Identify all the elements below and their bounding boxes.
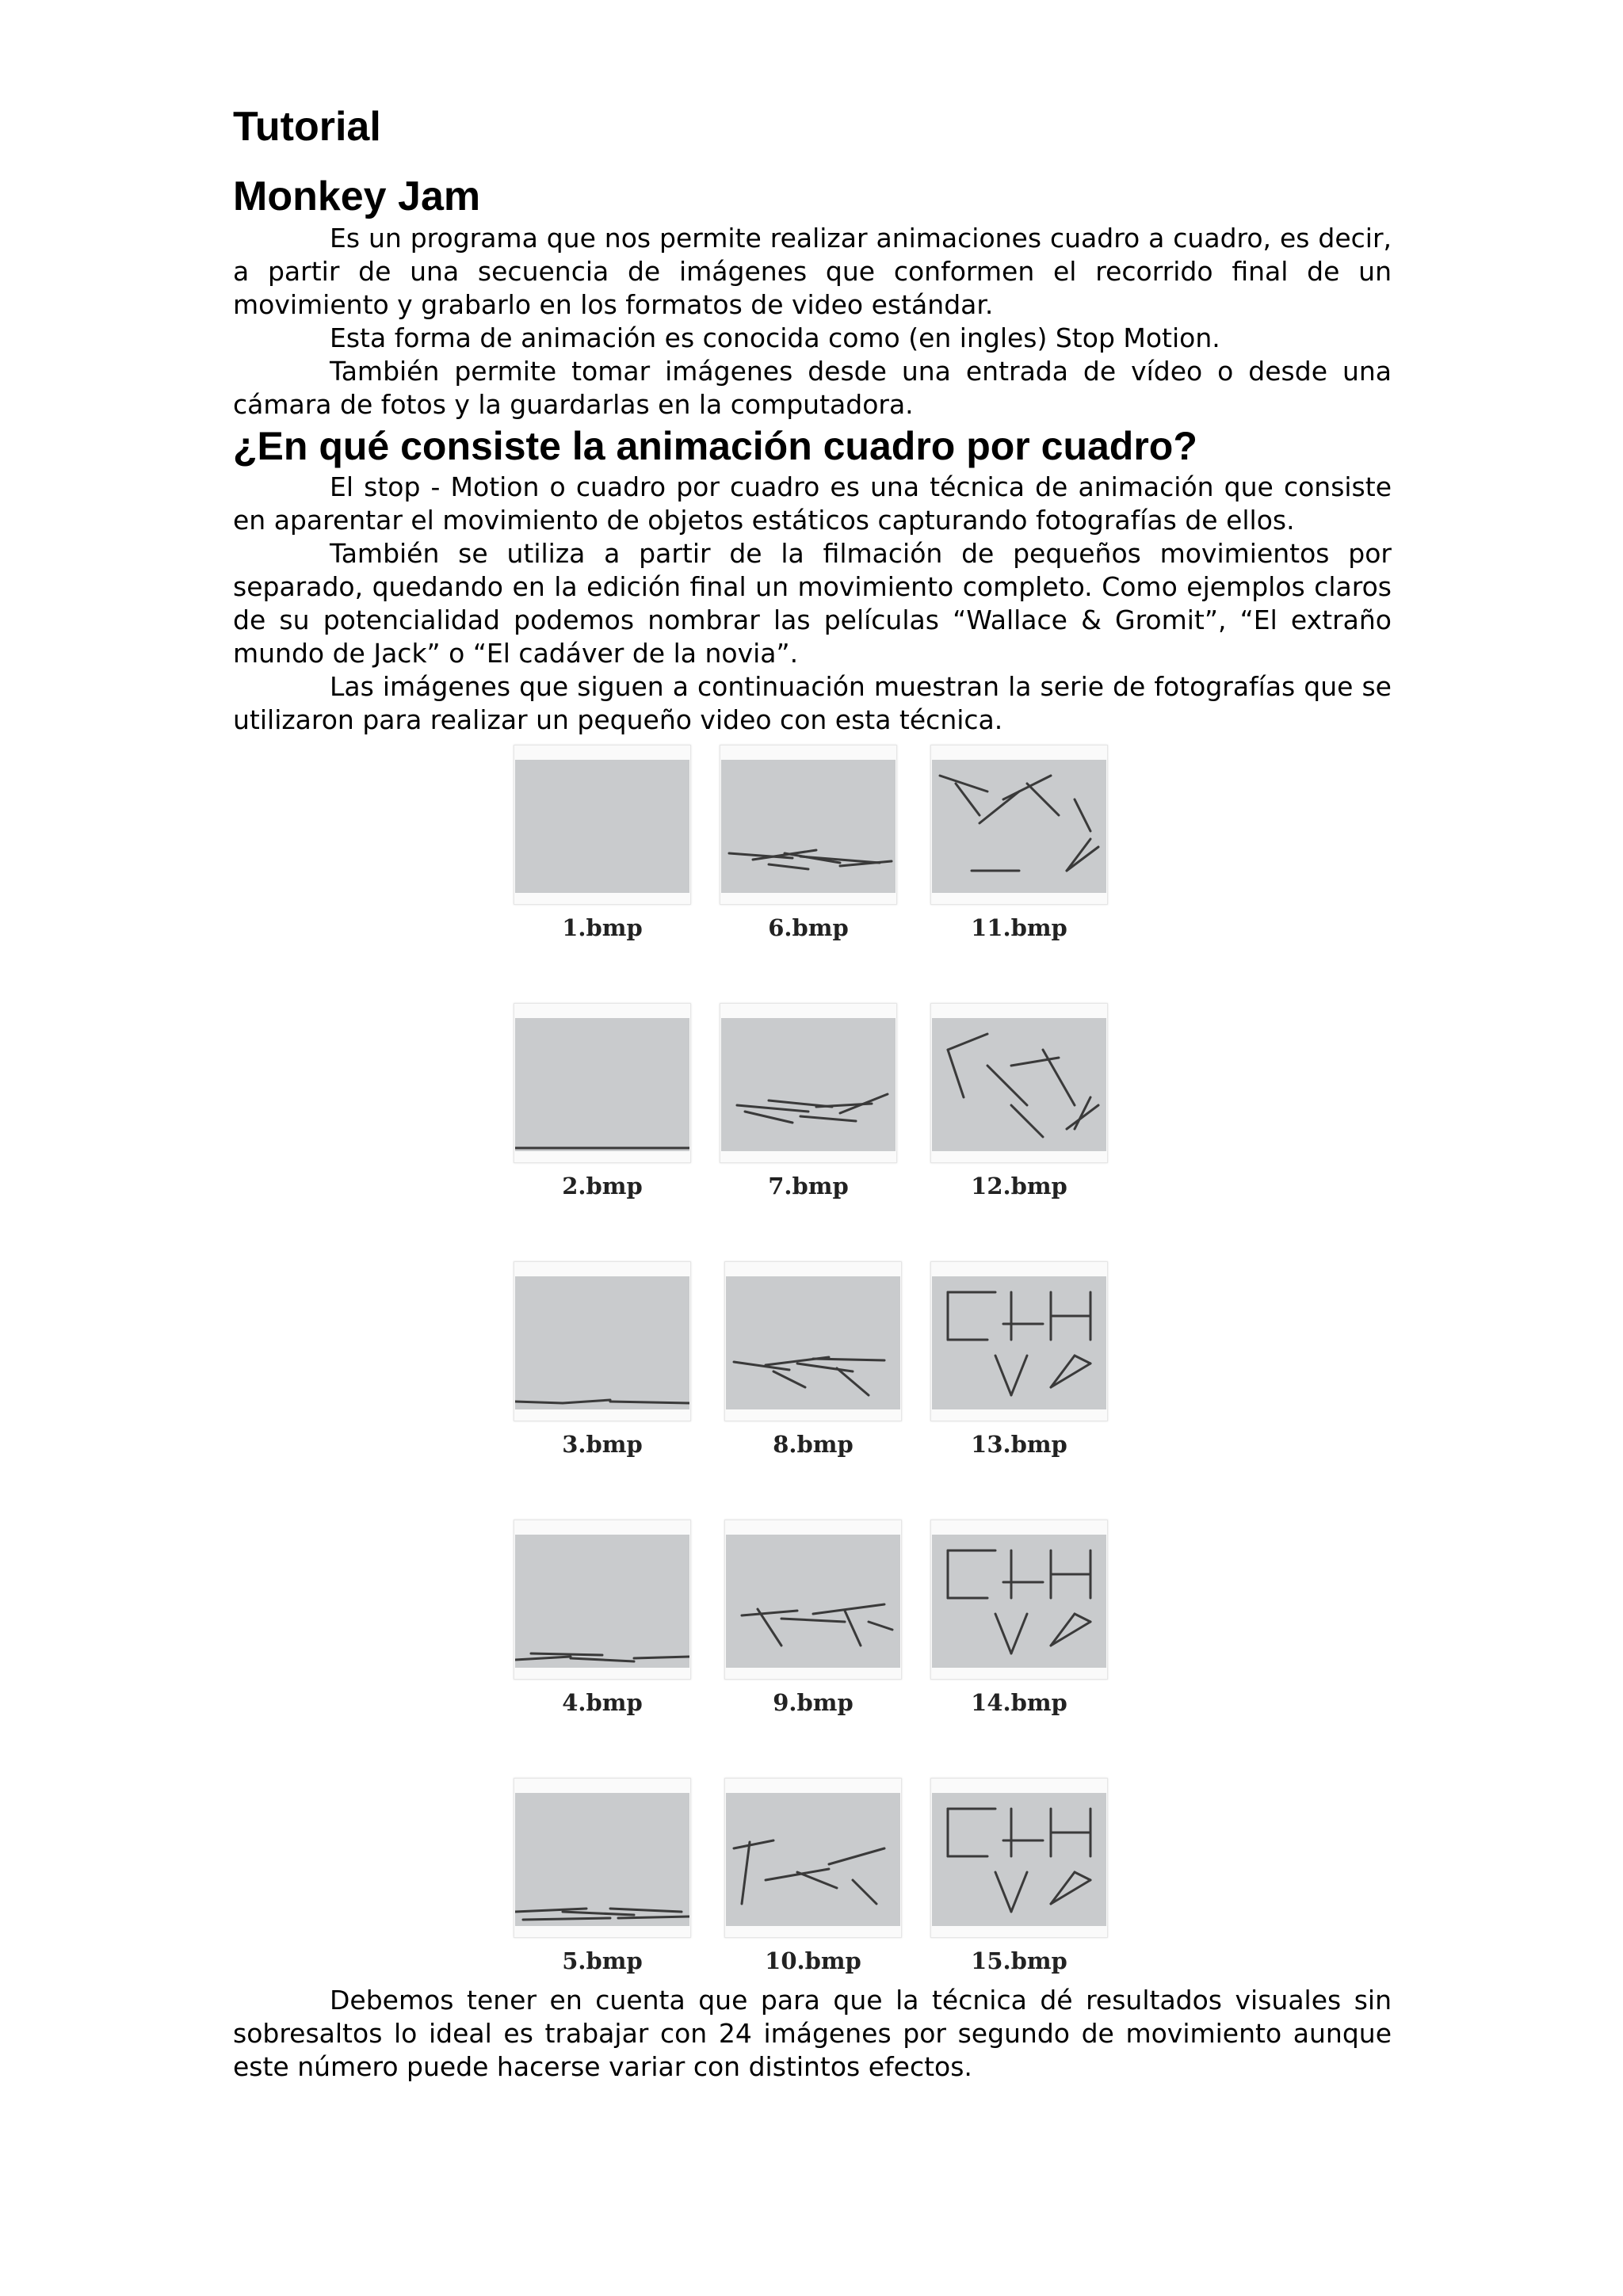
frame-image: [514, 1778, 691, 1938]
frame-caption: 4.bmp: [562, 1689, 643, 1716]
nail-shape: [610, 1402, 689, 1403]
frame-image: [724, 1520, 902, 1680]
nail-shape: [618, 1917, 689, 1918]
frame-caption: 2.bmp: [562, 1173, 643, 1199]
photo-background: [726, 1276, 900, 1409]
photo-background: [932, 1276, 1106, 1409]
frame-image: [720, 745, 897, 905]
frame-thumbnail: [514, 1520, 691, 1716]
photo-background: [515, 1276, 689, 1409]
frame-caption: 10.bmp: [765, 1947, 861, 1974]
nail-shape: [523, 1918, 610, 1920]
frame-thumbnail: [514, 745, 691, 941]
frame-caption: 6.bmp: [768, 914, 849, 941]
frame-caption: 9.bmp: [773, 1689, 854, 1716]
photo-background: [726, 1793, 900, 1926]
frame-thumbnail: [930, 1778, 1108, 1974]
frame-image: [720, 1003, 897, 1163]
photo-background: [932, 760, 1106, 893]
frame-image: [930, 745, 1108, 905]
photo-background: [515, 1018, 689, 1151]
photo-background: [515, 1535, 689, 1668]
frame-image: [930, 1778, 1108, 1938]
closing-paragraph: Debemos tener en cuenta que para que la técnica dé resultados visuales sin sobresaltos lo ideal es trabajar con 24 imágenes por segundo de movimiento aunque este número puede hacerse variar con distintos efectos.: [233, 1985, 1392, 2082]
nail-shape: [634, 1657, 689, 1658]
frame-caption: 11.bmp: [971, 914, 1067, 941]
paragraph: También se utiliza a partir de la filmación de pequeños movimientos por separado, quedando en la edición final un movimiento completo. Como ejemplos claros de su potencialidad podemos nombrar las películas “Wallace & Gromit”, “El extraño mundo de Jack” o “El cadáver de la novia”.: [233, 538, 1392, 669]
frame-caption: 13.bmp: [971, 1431, 1067, 1458]
frame-thumbnail: [930, 745, 1108, 941]
frame-thumbnail: [930, 1003, 1108, 1199]
frame-thumbnail: [514, 1261, 691, 1458]
frame-thumbnail: [724, 1778, 902, 1974]
photo-background: [721, 760, 896, 893]
frame-image: [930, 1261, 1108, 1421]
frame-thumbnail: [720, 1003, 897, 1199]
frame-caption: 7.bmp: [768, 1173, 849, 1199]
paragraph: También permite tomar imágenes desde una entrada de vídeo o desde una cámara de fotos y la guardarlas en la computadora.: [233, 356, 1392, 420]
frame-thumbnail: [724, 1520, 902, 1716]
paragraph: Las imágenes que siguen a continuación muestran la serie de fotografías que se utilizaron para realizar un pequeño video con esta técnica.: [233, 671, 1392, 735]
document-page: [233, 101, 1392, 2084]
frame-thumbnail: [930, 1520, 1108, 1716]
frame-thumbnail: [514, 1778, 691, 1974]
photo-background: [932, 1535, 1106, 1668]
frame-thumbnail: [514, 1003, 691, 1199]
section-heading-stop-motion: ¿En qué consiste la animación cuadro por cuadro?: [233, 424, 1197, 468]
frame-caption: 15.bmp: [971, 1947, 1067, 1974]
paragraph: Esta forma de animación es conocida como (en ingles) Stop Motion.: [330, 322, 1220, 353]
document-title: Tutorial: [233, 104, 381, 150]
photo-background: [726, 1535, 900, 1668]
frame-thumbnail: [720, 745, 897, 941]
frame-caption: 12.bmp: [971, 1173, 1067, 1199]
photo-background: [932, 1018, 1106, 1151]
frame-image: [930, 1003, 1108, 1163]
paragraph: El stop - Motion o cuadro por cuadro es una técnica de animación que consiste en aparentar el movimiento de objetos estáticos capturando fotografías de ellos.: [233, 471, 1392, 536]
photo-background: [932, 1793, 1106, 1926]
section-heading-monkey-jam: Monkey Jam: [233, 174, 481, 219]
frame-caption: 3.bmp: [562, 1431, 643, 1458]
frame-image: [514, 1520, 691, 1680]
photo-background: [515, 760, 689, 893]
nail-shape: [531, 1653, 602, 1655]
paragraph: Es un programa que nos permite realizar animaciones cuadro a cuadro, es decir, a partir de una secuencia de imágenes que conformen el recorrido final de un movimiento y grabarlo en los formatos de video estándar.: [233, 223, 1392, 320]
frame-caption: 1.bmp: [562, 914, 643, 941]
frame-grid: [233, 745, 1392, 1973]
photo-background: [721, 1018, 896, 1151]
frame-thumbnail: [930, 1261, 1108, 1458]
frame-thumbnail: [724, 1261, 902, 1458]
frame-image: [514, 1003, 691, 1163]
frame-image: [724, 1261, 902, 1421]
frame-image: [514, 745, 691, 905]
frame-caption: 8.bmp: [773, 1431, 854, 1458]
frame-image: [930, 1520, 1108, 1680]
nail-shape: [515, 1402, 563, 1403]
nail-shape: [813, 1359, 884, 1360]
frame-caption: 14.bmp: [971, 1689, 1067, 1716]
frame-image: [724, 1778, 902, 1938]
frame-image: [514, 1261, 691, 1421]
frame-caption: 5.bmp: [562, 1947, 643, 1974]
photo-background: [515, 1793, 689, 1926]
